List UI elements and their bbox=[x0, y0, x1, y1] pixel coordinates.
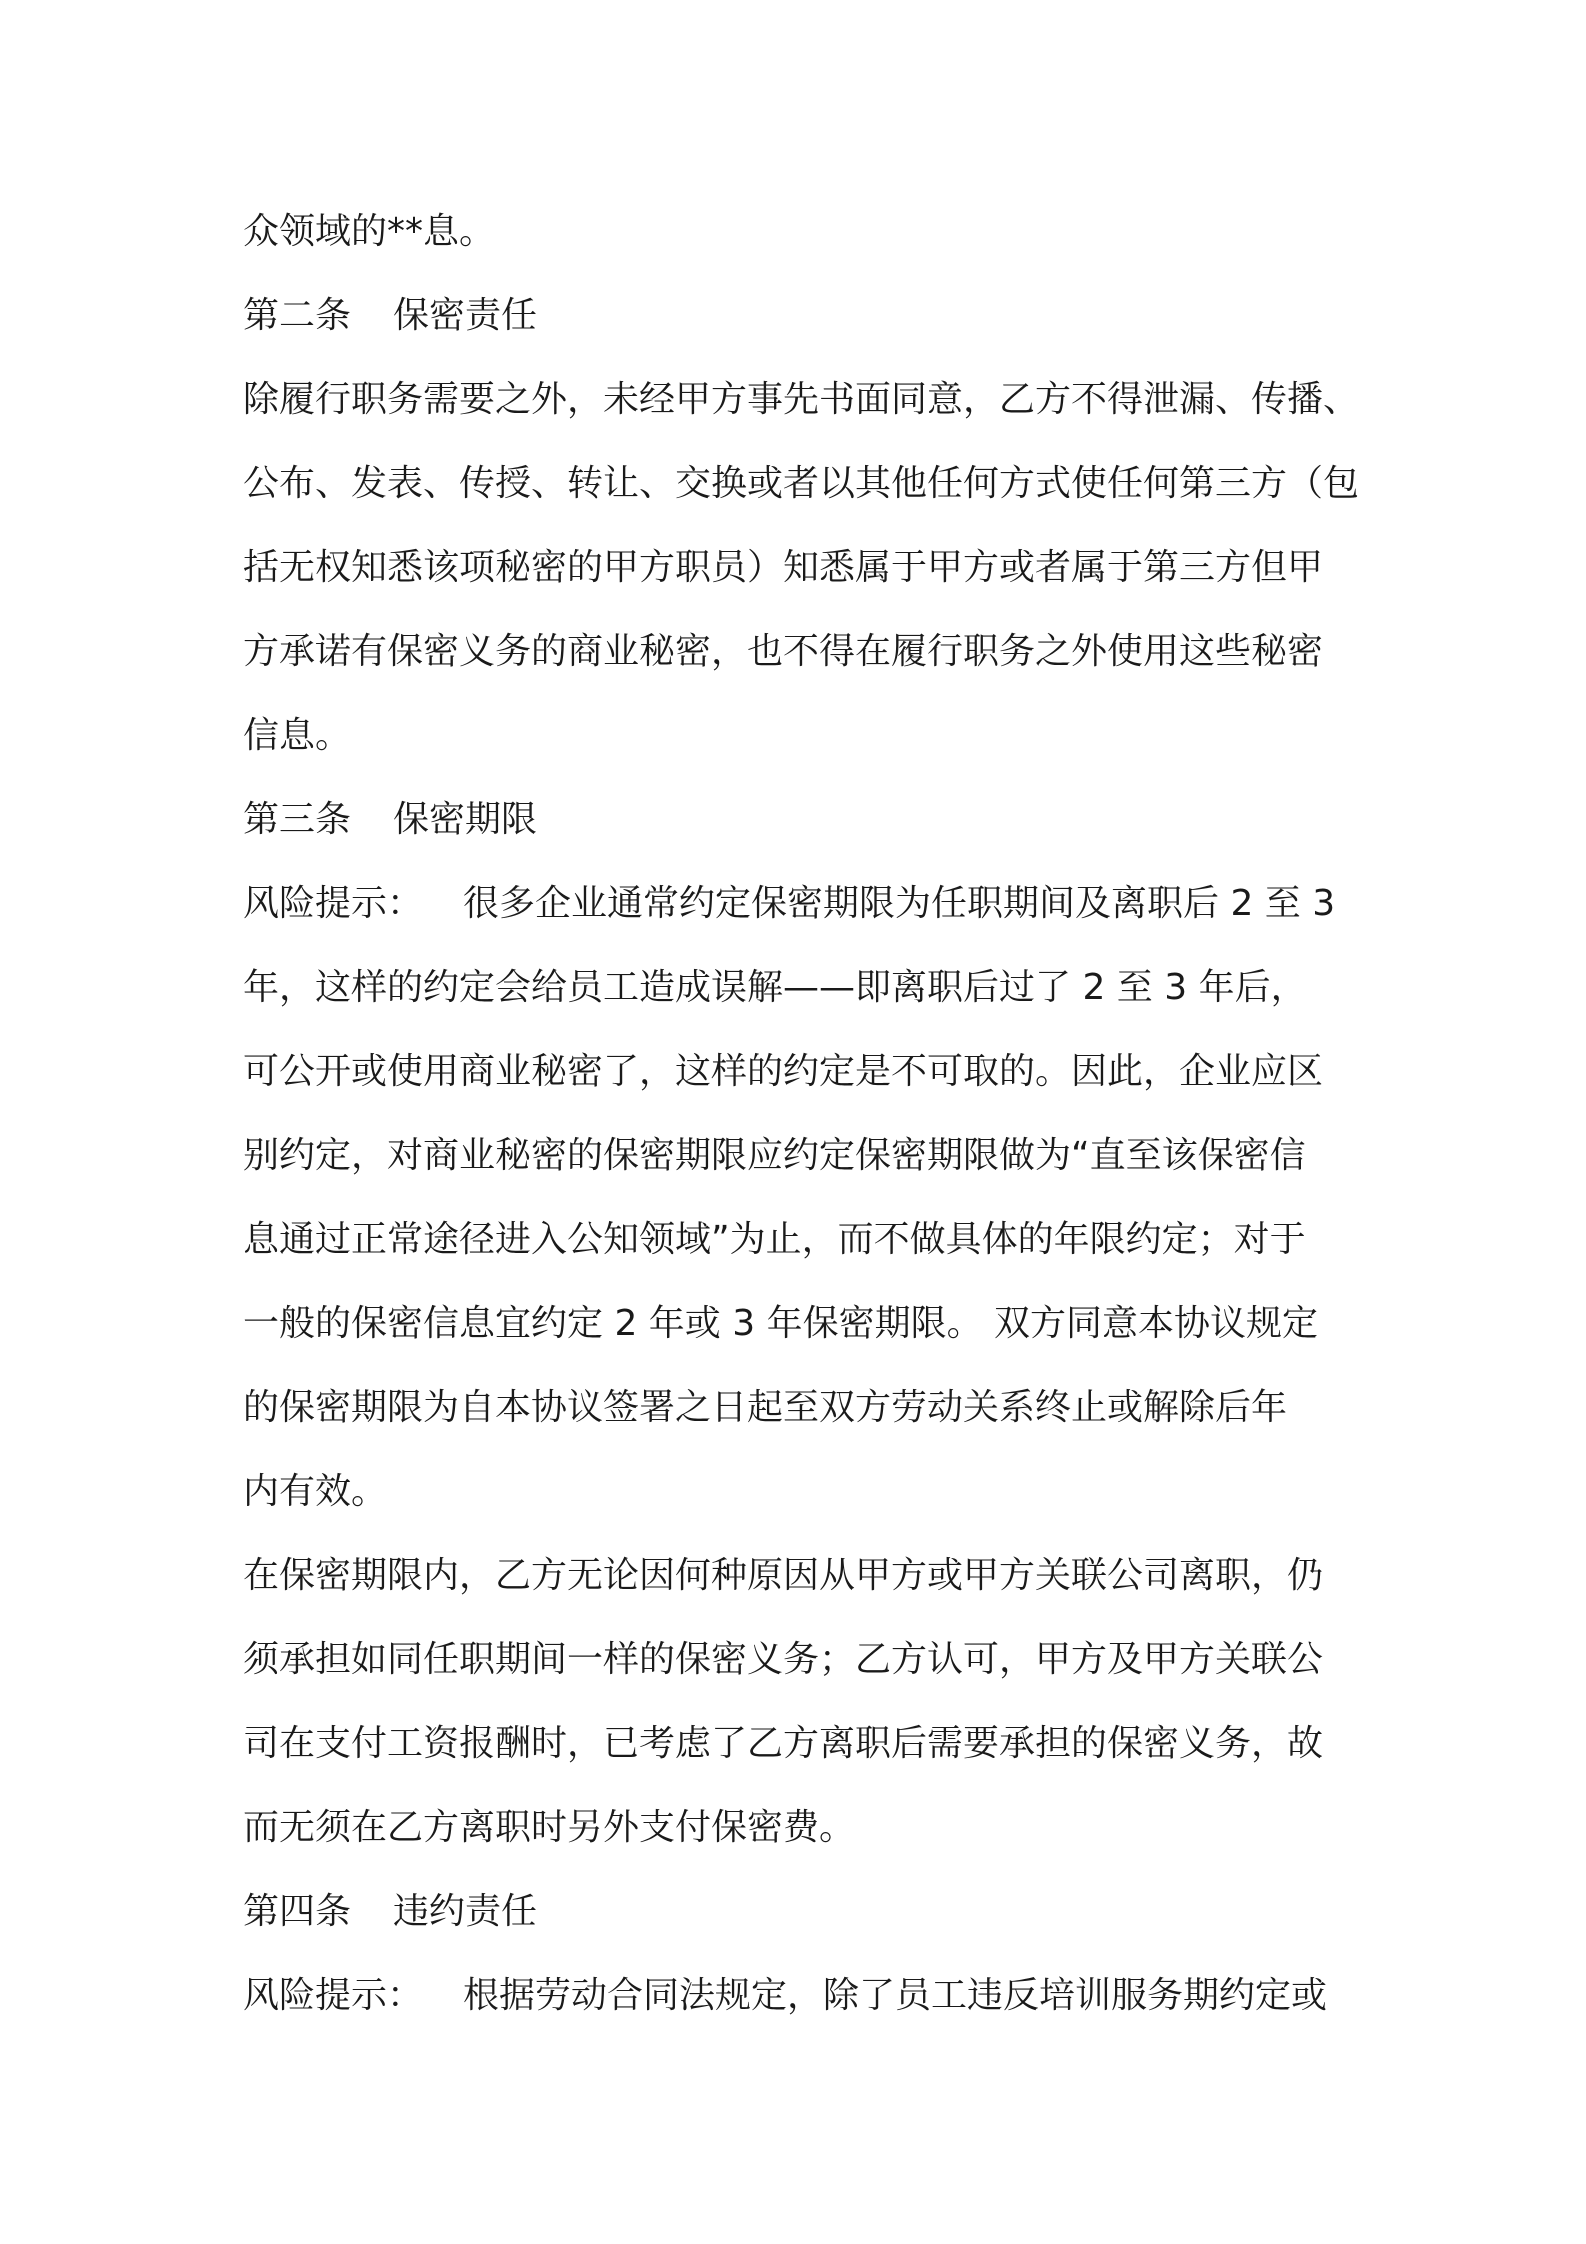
paragraph-line: 除履行职务需要之外，未经甲方事先书面同意，乙方不得泄漏、传播、 bbox=[243, 379, 1360, 420]
article-3-title: 保密期限 bbox=[393, 799, 538, 840]
risk-note-2-label: 风险提示： bbox=[243, 1975, 424, 2016]
article-3-number: 第三条 bbox=[243, 799, 352, 840]
paragraph-line: 须承担如同任职期间一样的保密义务；乙方认可，甲方及甲方关联公 bbox=[243, 1639, 1324, 1680]
paragraph-line: 括无权知悉该项秘密的甲方职员）知悉属于甲方或者属于第三方但甲 bbox=[243, 547, 1324, 588]
risk-note-2 bbox=[243, 1954, 1355, 2038]
article-2-number: 第二条 bbox=[243, 295, 352, 336]
paragraph-line: 司在支付工资报酬时，已考虑了乙方离职后需要承担的保密义务，故 bbox=[243, 1723, 1324, 1764]
paragraph-line: 在保密期限内，乙方无论因何种原因从甲方或甲方关联公司离职，仍 bbox=[243, 1555, 1324, 1596]
paragraph-line: 而无须在乙方离职时另外支付保密费。 bbox=[243, 1807, 856, 1848]
paragraph-line: 众领域的**息。 bbox=[243, 211, 496, 252]
article-2-title: 保密责任 bbox=[393, 295, 538, 336]
document-body bbox=[243, 190, 1360, 2038]
risk-note-1 bbox=[243, 862, 1355, 946]
paragraph-line: 别约定，对商业秘密的保密期限应约定保密期限做为“直至该保密信 bbox=[243, 1135, 1306, 1176]
risk-note-2-text: 根据劳动合同法规定，除了员工违反培训服务期约定或 bbox=[463, 1975, 1328, 2016]
risk-note-1-text: 很多企业通常约定保密期限为任职期间及离职后 2 至 3 bbox=[463, 883, 1336, 924]
paragraph-line: 公布、发表、传授、转让、交换或者以其他任何方式使任何第三方（包 bbox=[243, 463, 1360, 504]
risk-note-1-label: 风险提示： bbox=[243, 883, 424, 924]
paragraph-line: 方承诺有保密义务的商业秘密，也不得在履行职务之外使用这些秘密 bbox=[243, 631, 1324, 672]
paragraph-line: 内有效。 bbox=[243, 1471, 388, 1512]
paragraph-line: 信息。 bbox=[243, 715, 352, 756]
article-4-title: 违约责任 bbox=[393, 1891, 538, 1932]
paragraph-line: 息通过正常途径进入公知领域”为止，而不做具体的年限约定；对于 bbox=[243, 1219, 1306, 1260]
paragraph-line: 可公开或使用商业秘密了，这样的约定是不可取的。因此，企业应区 bbox=[243, 1051, 1324, 1092]
article-2-heading bbox=[243, 274, 1355, 358]
article-3-heading bbox=[243, 778, 1355, 862]
article-4-heading bbox=[243, 1870, 1355, 1954]
paragraph-line: 的保密期限为自本协议签署之日起至双方劳动关系终止或解除后年 bbox=[243, 1387, 1288, 1428]
article-4-number: 第四条 bbox=[243, 1891, 352, 1932]
paragraph-line: 年，这样的约定会给员工造成误解——即离职后过了 2 至 3 年后， bbox=[243, 967, 1307, 1008]
paragraph-line: 一般的保密信息宜约定 2 年或 3 年保密期限。 双方同意本协议规定 bbox=[243, 1303, 1319, 1344]
